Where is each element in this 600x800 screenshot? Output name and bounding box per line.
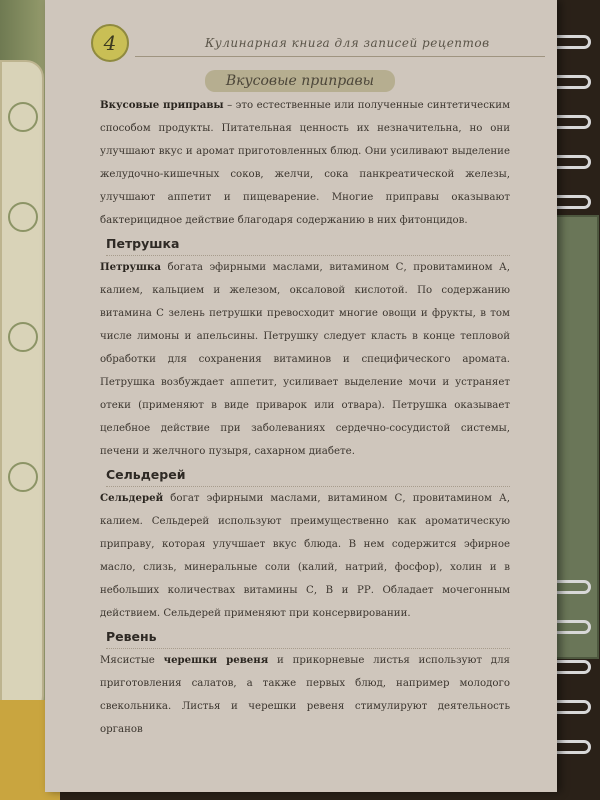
rhubarb-term: черешки ревеня bbox=[163, 654, 269, 666]
page-header bbox=[45, 22, 557, 62]
heading-parsley: Петрушка bbox=[106, 232, 510, 256]
parsley-text: богата эфирными маслами, витамином С, провитамином А, калием, кальцием и железом, оксаловой кислотой. По содержанию витамина С зелень петрушки превосходит многие овощи и фрукты, в том числе лимоны и апельсины. Петрушку следует класть в конце тепловой обработки для сохранения витаминов и специфического аромата. Петрушка возбуждает аппетит, усиливает выделение мочи и устраняет отеки (применяют в виде приварок или отвара). Петрушка оказывает целебное действие при заболеваниях сердечно-сосудистой системы, печени и желчного пузыря, сахарном диабете. bbox=[100, 262, 510, 457]
section-title: Вкусовые приправы bbox=[205, 70, 395, 92]
heading-celery: Сельдерей bbox=[106, 463, 510, 487]
celery-text: богат эфирными маслами, витамином С, провитамином А, калием. Сельдерей используют преимущественно как ароматическую приправу, которая улучшает вкус блюда. В нем содержится эфирное масло, слизь, минеральные соли (калий, натрий, фосфор), холин и в небольших количествах витамины С, В и РР. Обладает мочегонным действием. Сельдерей применяют при консервировании. bbox=[100, 493, 510, 619]
ornament-icon bbox=[8, 462, 38, 492]
ornament-icon bbox=[8, 102, 38, 132]
heading-rhubarb: Ревень bbox=[106, 625, 510, 649]
intro-term: Вкусовые приправы bbox=[100, 99, 224, 111]
intro-text: – это естественные или полученные синтетическим способом продукты. Питательная ценность их незначительна, но они улучшают вкус и аромат приготовленных блюд. Они усиливают выделение желудочно-кишечных соков, желчи, сока панкреатической железы, улучшают аппетит и пищеварение. Многие приправы оказывают бактерицидное действие благодаря содержанию в них фитонцидов. bbox=[100, 100, 510, 226]
rhubarb-text-before: Мясистые bbox=[100, 655, 164, 666]
parsley-term: Петрушка bbox=[100, 261, 161, 273]
page-number: 4 bbox=[91, 24, 129, 62]
rhubarb-paragraph bbox=[100, 649, 510, 741]
parsley-paragraph bbox=[100, 256, 510, 463]
rhubarb-text-after: и прикорневые листья используют для приготовления салатов, а также первых блюд, например молодого свекольника. Листья и черешки ревеня стимулируют деятельность органов bbox=[100, 655, 510, 735]
celery-term: Сельдерей bbox=[100, 492, 164, 504]
intro-paragraph bbox=[100, 94, 510, 232]
left-decorative-card bbox=[0, 60, 44, 714]
celery-paragraph bbox=[100, 487, 510, 625]
ornament-icon bbox=[8, 202, 38, 232]
page-content bbox=[100, 94, 510, 741]
book-title: Кулинарная книга для записей рецептов bbox=[205, 36, 490, 50]
header-divider bbox=[135, 56, 545, 57]
ornament-icon bbox=[8, 322, 38, 352]
